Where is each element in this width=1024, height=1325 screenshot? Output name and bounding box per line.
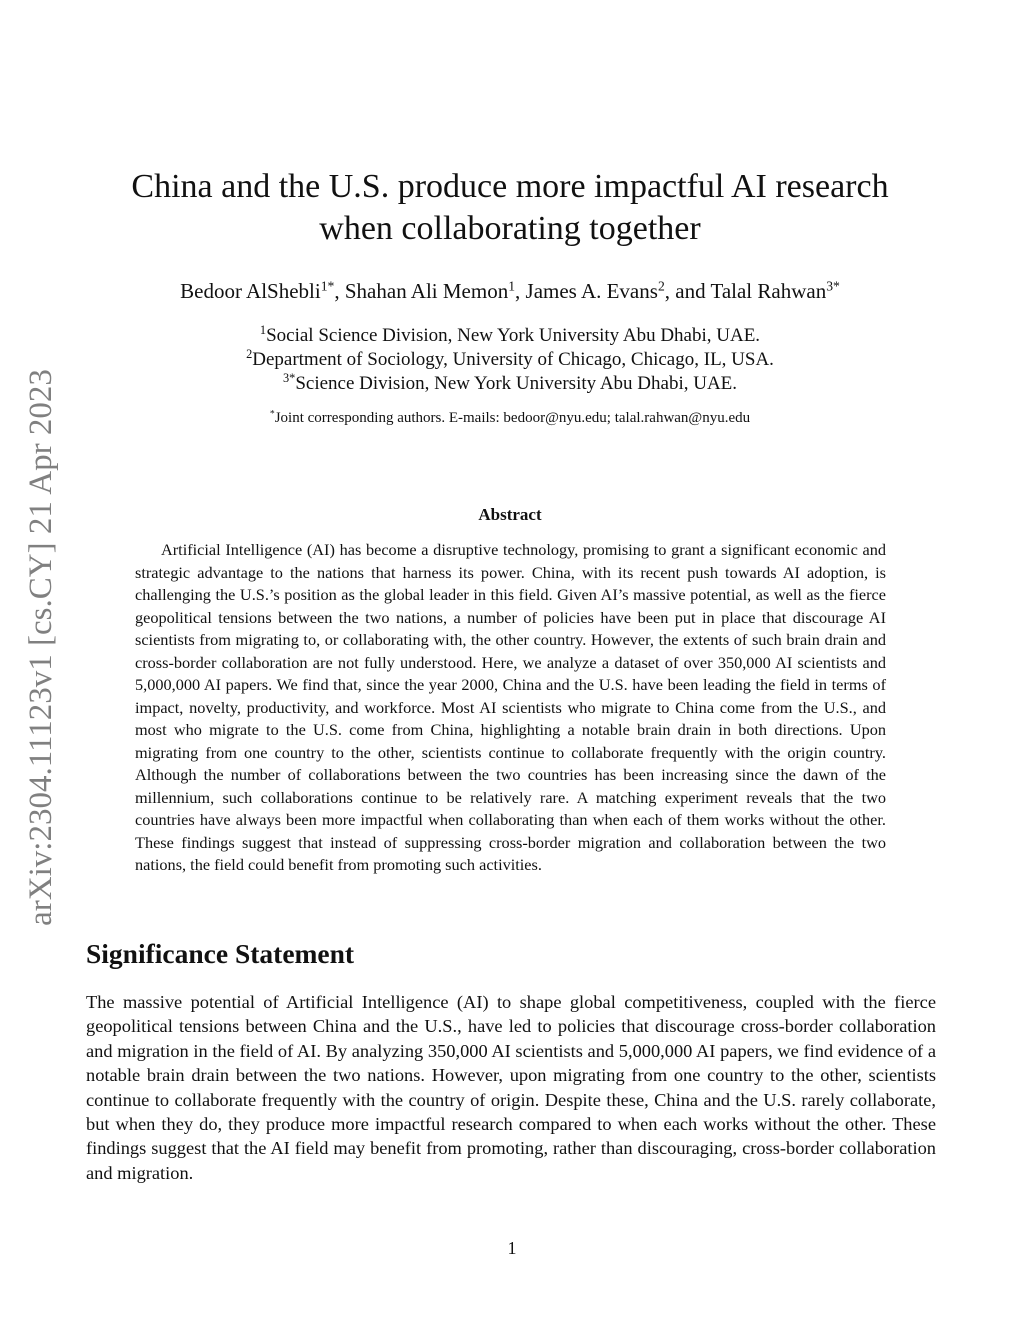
author-separator: , and — [664, 279, 711, 303]
affiliation-mark: 2 — [246, 347, 253, 362]
significance-heading: Significance Statement — [86, 938, 355, 969]
corresponding-mark: * — [269, 408, 275, 420]
author-separator: , — [334, 279, 345, 303]
affiliation — [90, 324, 930, 348]
author-name: Bedoor AlShebli — [180, 279, 321, 303]
affiliation-mark: 1 — [259, 323, 267, 338]
affiliation-mark: 3* — [282, 371, 296, 386]
title-line-1: China and the U.S. produce more impactful AI research — [131, 168, 889, 205]
author-name: James A. Evans — [525, 279, 658, 303]
title-line-2: when collaborating together — [319, 210, 701, 247]
author-mark: 2 — [657, 278, 665, 294]
author-mark: 1 — [508, 278, 516, 294]
affiliation-list — [90, 324, 930, 396]
corresponding-authors-note — [90, 406, 930, 430]
significance-body: The massive potential of Artificial Intelligence (AI) to shape global competitiveness, coupled with the fierce geopolitical tensions between China and the U.S., have led to policies that discourage cross-border collaboration and migration in the field of AI. By analyzing 350,000 AI scientists and 5,000,000 AI papers, we find evidence of a notable brain drain between the two nations. However, upon migrating from one country to the other, scientists continue to collaborate frequently with the country of origin. Despite these, China and the U.S. rarely collaborate, but when they do, they produce more impactful research compared to when each works without the other. These findings suggest that the AI field may benefit from promoting, rather than discouraging, cross-border collaboration and migration. — [86, 992, 936, 1183]
author-name: Talal Rahwan — [710, 279, 827, 303]
affiliation — [90, 348, 930, 372]
paper-title — [90, 166, 930, 250]
page-number: 1 — [507, 1238, 517, 1258]
arxiv-stamp: arXiv:2304.11123v1 [cs.CY] 21 Apr 2023 — [23, 369, 59, 926]
affiliation-text: Science Division, New York University Abu Dhabi, UAE. — [295, 373, 738, 394]
author-separator: , — [515, 279, 526, 303]
corresponding-text: Joint corresponding authors. E-mails: bedoor@nyu.edu; talal.rahwan@nyu.edu — [274, 410, 751, 426]
author-mark: 3* — [826, 278, 840, 294]
affiliation-text: Department of Sociology, University of Chicago, Chicago, IL, USA. — [252, 349, 774, 370]
author-name: Shahan Ali Memon — [344, 279, 509, 303]
author-mark: 1* — [320, 278, 335, 294]
affiliation-text: Social Science Division, New York University Abu Dhabi, UAE. — [266, 325, 761, 346]
arxiv-sidebar — [17, 350, 65, 945]
author-list — [90, 276, 930, 306]
affiliation — [90, 372, 930, 396]
abstract-heading: Abstract — [478, 505, 542, 524]
abstract-body: Artificial Intelligence (AI) has become a disruptive technology, promising to grant a significant economic and strategic advantage to the nations that harness its power. China, with its recent push towards AI adoption, is challenging the U.S.’s position as the global leader in this field. Given AI’s massive potential, as well as the fierce geopolitical tensions between the two nations, a number of policies have been put in place that discourage AI scientists from migrating to, or collaborating with, the other country. However, the extents of such brain drain and cross-border collaboration are not fully understood. Here, we analyze a dataset of over 350,000 AI scientists and 5,000,000 AI papers. We find that, since the year 2000, China and the U.S. have been leading the field in terms of impact, novelty, productivity, and workforce. Most AI scientists who migrate to China come from the U.S., and most who migrate to the U.S. come from China, highlighting a notable brain drain in both directions. Upon migrating from one country to the other, scientists continue to collaborate frequently with the origin country. Although the number of collaborations between the two countries has been increasing since the dawn of the millennium, such collaborations continue to be relatively rare. A matching experiment reveals that the two countries have always been more impactful when collaborating than when each of them works without the other. These findings suggest that instead of suppressing cross-border migration and collaboration between the two nations, the field could benefit from promoting such activities. — [135, 540, 886, 874]
